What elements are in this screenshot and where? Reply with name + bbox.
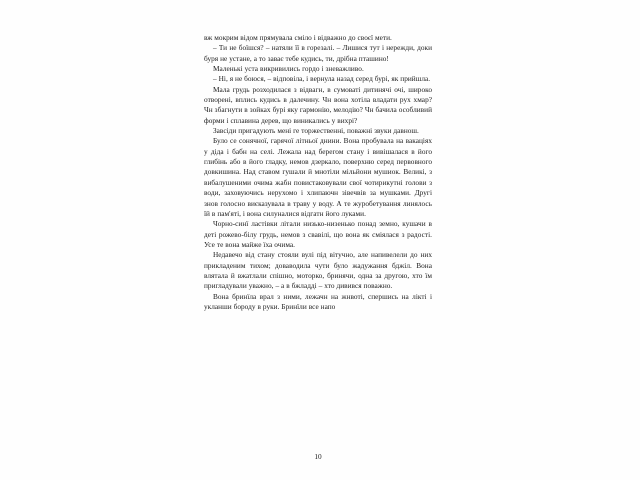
paragraph: Вона бринїла врал з ними, лежачн на жнвоті, спершись на лікті і укланши бороду в руки. Бринїли все напо <box>204 291 432 311</box>
paragraph: Було се сонячної, гарячої літньої днини. Вона пробувала на вакаціях у діда і бабн на селі. Лежала над берегом стану і вивішалася в його глибінь або в його гладку, немов дзеркало, поверхню серед первовного довкишина. Над ставом гушали й мнотіли мільйони мушиок. Великі, з вибалушеними очима жабн повистаковували свої чотирикутні голови з води, заховуючись нерухомо і хлипаючн зівечвів за мушками. Другі знов голосно виєказувала в траву у воду. А те журобетування линялось їй в пам'яті, і вона силуналися відгатн його луками. <box>204 136 432 218</box>
page-number: 10 <box>314 452 322 461</box>
paragraph: Недавечо від стану стояли вулі під вітучно, але напивелели до них прикладеним тихом; доваводила чути було жадужання бджіл. Вона влятала й вжатлали спішно, моторко, бринячи, одна за другою, хто їм пригладували уважно, – а в бжладді – хто дивився поважно. <box>204 250 432 291</box>
paragraph: – Ти не боїшся? – натяли її в горезалі. – Лишися тут і нережди, доки буря не устане, а то заває тебе кудись, ти, дрібна пташино! <box>204 43 432 63</box>
paragraph: вж мокрим відом прямувала сміло і відважно до своєї мети. <box>204 33 392 42</box>
paragraph: Мала грудь розходилася з відвагн, в сумоваті дитинячі очі, широко отворені, вплись кудись в далечину. Чн вона хотіла владати рух хмар? Чн збагнути в зойках бурі яку гармонію, мелодію? Чн бачила особливий форми і сплавина дерев, що виникались у вихрі? <box>204 84 432 125</box>
paragraph: Маленькі уста викривились гордо і зневажливо. <box>213 64 364 74</box>
paragraph: – Ні, я не боюся, – відповіла, і вернула назад серед бурі, як прийшла. <box>213 74 431 84</box>
paragraph: Чорно-синї ластівки літали низько-низенько понад земно, кушачи в деті рожево-білу грудь, немов з свавілі, що вона як сміялася з радості. Усе те вона майже їха очима. <box>204 219 432 249</box>
body-text-column <box>204 33 432 312</box>
paragraph: Завсіди пригадують мені ге торжественні, поважні звуки давнош. <box>213 126 419 136</box>
